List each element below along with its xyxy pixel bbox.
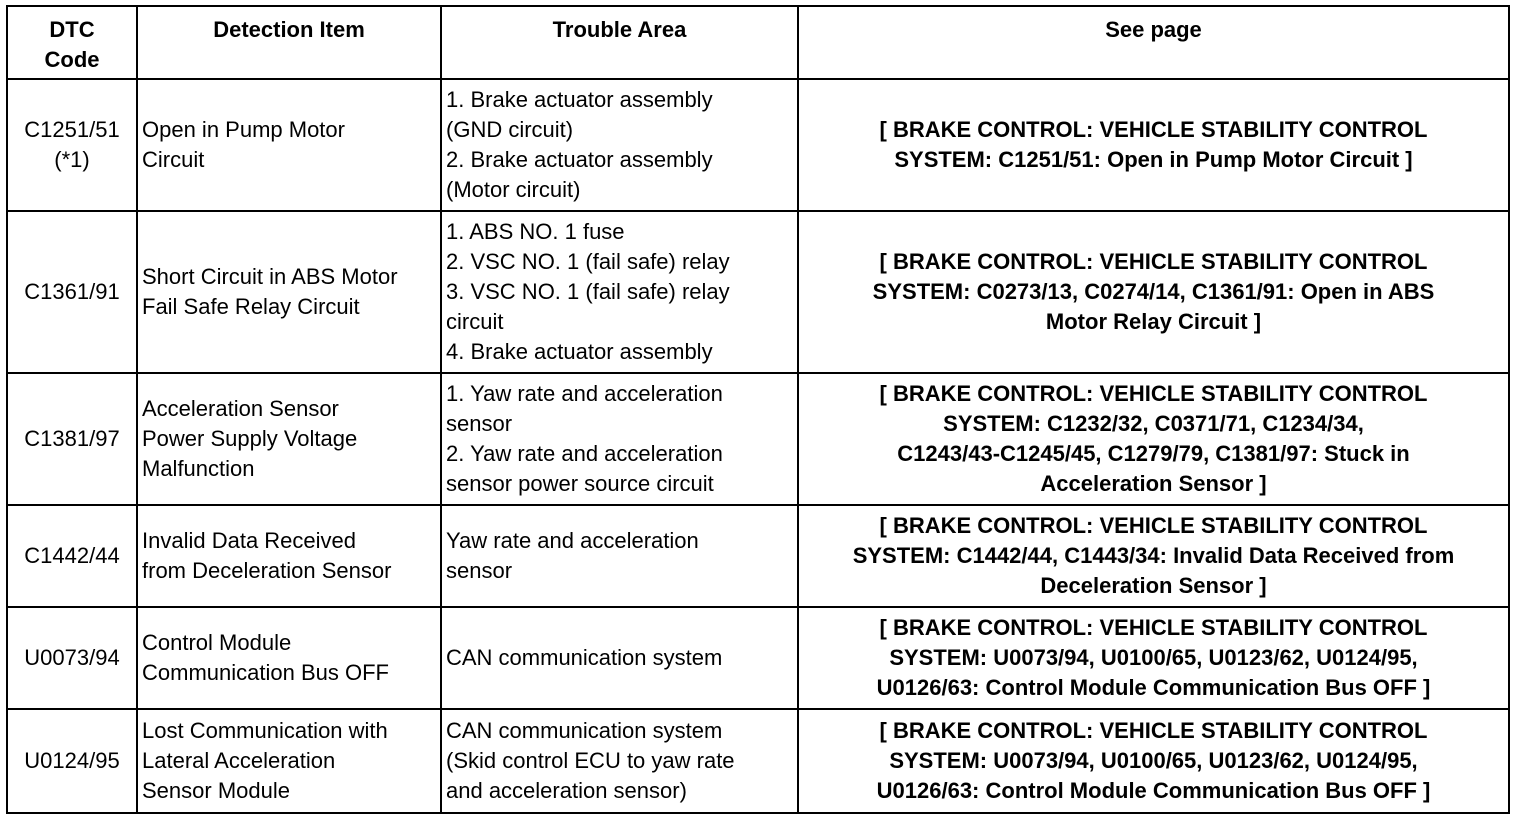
detection-item-cell [137,505,441,607]
table-row [7,211,1509,373]
trouble-area-line: 1. ABS NO. 1 fuse [446,219,625,244]
see-page-line: Acceleration Sensor ] [1040,471,1267,496]
header-see-page: See page [798,6,1509,79]
trouble-area-line: 2. Brake actuator assembly [446,147,713,172]
detection-item-line: Malfunction [142,456,255,481]
trouble-area-line: 1. Yaw rate and acceleration [446,381,723,406]
dtc-code-cell [7,607,137,709]
table-row [7,79,1509,211]
trouble-area-line: 2. VSC NO. 1 (fail safe) relay [446,249,730,274]
trouble-area-cell [441,79,798,211]
trouble-area-cell [441,709,798,813]
see-page-line: SYSTEM: C0273/13, C0274/14, C1361/91: Open in ABS [872,279,1435,304]
see-page-link[interactable] [798,211,1509,373]
see-page-link[interactable] [798,607,1509,709]
see-page-line: SYSTEM: U0073/94, U0100/65, U0123/62, U0124/95, [889,748,1418,773]
trouble-area-cell [441,607,798,709]
trouble-area-line: (Motor circuit) [446,177,581,202]
dtc-code-note: (*1) [54,147,90,172]
dtc-code-cell [7,79,137,211]
see-page-line: Deceleration Sensor ] [1040,573,1267,598]
see-page-line: [ BRAKE CONTROL: VEHICLE STABILITY CONTROL [879,117,1428,142]
trouble-area-cell [441,211,798,373]
trouble-area-line: sensor power source circuit [446,471,714,496]
header-trouble-area: Trouble Area [441,6,798,79]
dtc-code: C1361/91 [24,279,120,304]
trouble-area-line: 4. Brake actuator assembly [446,339,713,364]
see-page-line: SYSTEM: C1442/44, C1443/34: Invalid Data Received from [852,543,1455,568]
dtc-table [6,5,1510,814]
dtc-code: U0124/95 [24,748,120,773]
see-page-line: [ BRAKE CONTROL: VEHICLE STABILITY CONTROL [879,718,1428,743]
trouble-area-line: Yaw rate and acceleration [446,528,699,553]
header-dtc-code-line1: DTC [49,17,95,42]
trouble-area-line: sensor [446,558,513,583]
trouble-area-cell [441,505,798,607]
dtc-code: C1381/97 [24,426,120,451]
table-row [7,709,1509,813]
see-page-line: [ BRAKE CONTROL: VEHICLE STABILITY CONTROL [879,249,1428,274]
dtc-code: U0073/94 [24,645,120,670]
header-dtc-code-line2: Code [44,47,100,72]
see-page-line: [ BRAKE CONTROL: VEHICLE STABILITY CONTROL [879,381,1428,406]
dtc-code-cell [7,709,137,813]
see-page-line: SYSTEM: U0073/94, U0100/65, U0123/62, U0124/95, [889,645,1418,670]
trouble-area-line: CAN communication system [446,718,723,743]
detection-item-line: Lateral Acceleration [142,748,336,773]
see-page-line: SYSTEM: C1232/32, C0371/71, C1234/34, [943,411,1364,436]
detection-item-cell [137,211,441,373]
detection-item-cell [137,709,441,813]
table-row [7,373,1509,505]
detection-item-line: Control Module [142,630,292,655]
see-page-line: U0126/63: Control Module Communication Bus OFF ] [876,778,1431,803]
detection-item-line: Sensor Module [142,778,290,803]
see-page-link[interactable] [798,373,1509,505]
detection-item-line: Acceleration Sensor [142,396,339,421]
table-row [7,607,1509,709]
detection-item-line: Open in Pump Motor [142,117,345,142]
see-page-line: C1243/43-C1245/45, C1279/79, C1381/97: Stuck in [897,441,1410,466]
see-page-line: Motor Relay Circuit ] [1045,309,1262,334]
dtc-code: C1442/44 [24,543,120,568]
see-page-line: [ BRAKE CONTROL: VEHICLE STABILITY CONTROL [879,513,1428,538]
detection-item-line: Invalid Data Received [142,528,357,553]
trouble-area-line: CAN communication system [446,645,723,670]
trouble-area-line: (Skid control ECU to yaw rate [446,748,735,773]
detection-item-cell [137,373,441,505]
dtc-code-cell [7,373,137,505]
trouble-area-line: 1. Brake actuator assembly [446,87,713,112]
see-page-line: [ BRAKE CONTROL: VEHICLE STABILITY CONTROL [879,615,1428,640]
see-page-link[interactable] [798,709,1509,813]
dtc-code-cell [7,505,137,607]
trouble-area-line: (GND circuit) [446,117,574,142]
see-page-link[interactable] [798,505,1509,607]
see-page-line: U0126/63: Control Module Communication Bus OFF ] [876,675,1431,700]
trouble-area-line: 3. VSC NO. 1 (fail safe) relay [446,279,730,304]
detection-item-line: Circuit [142,147,205,172]
see-page-line: SYSTEM: C1251/51: Open in Pump Motor Circuit ] [894,147,1413,172]
detection-item-cell [137,607,441,709]
detection-item-cell [137,79,441,211]
table-row [7,505,1509,607]
trouble-area-line: sensor [446,411,513,436]
trouble-area-cell [441,373,798,505]
dtc-code: C1251/51 [24,117,120,142]
detection-item-line: Communication Bus OFF [142,660,389,685]
dtc-code-cell [7,211,137,373]
detection-item-line: from Deceleration Sensor [142,558,392,583]
trouble-area-line: and acceleration sensor) [446,778,687,803]
detection-item-line: Fail Safe Relay Circuit [142,294,360,319]
trouble-area-line: circuit [446,309,504,334]
detection-item-line: Power Supply Voltage [142,426,358,451]
header-detection-item: Detection Item [137,6,441,79]
detection-item-line: Lost Communication with [142,718,388,743]
detection-item-line: Short Circuit in ABS Motor [142,264,398,289]
see-page-link[interactable] [798,79,1509,211]
table-header-row [7,6,1509,79]
trouble-area-line: 2. Yaw rate and acceleration [446,441,723,466]
header-dtc-code [7,6,137,79]
